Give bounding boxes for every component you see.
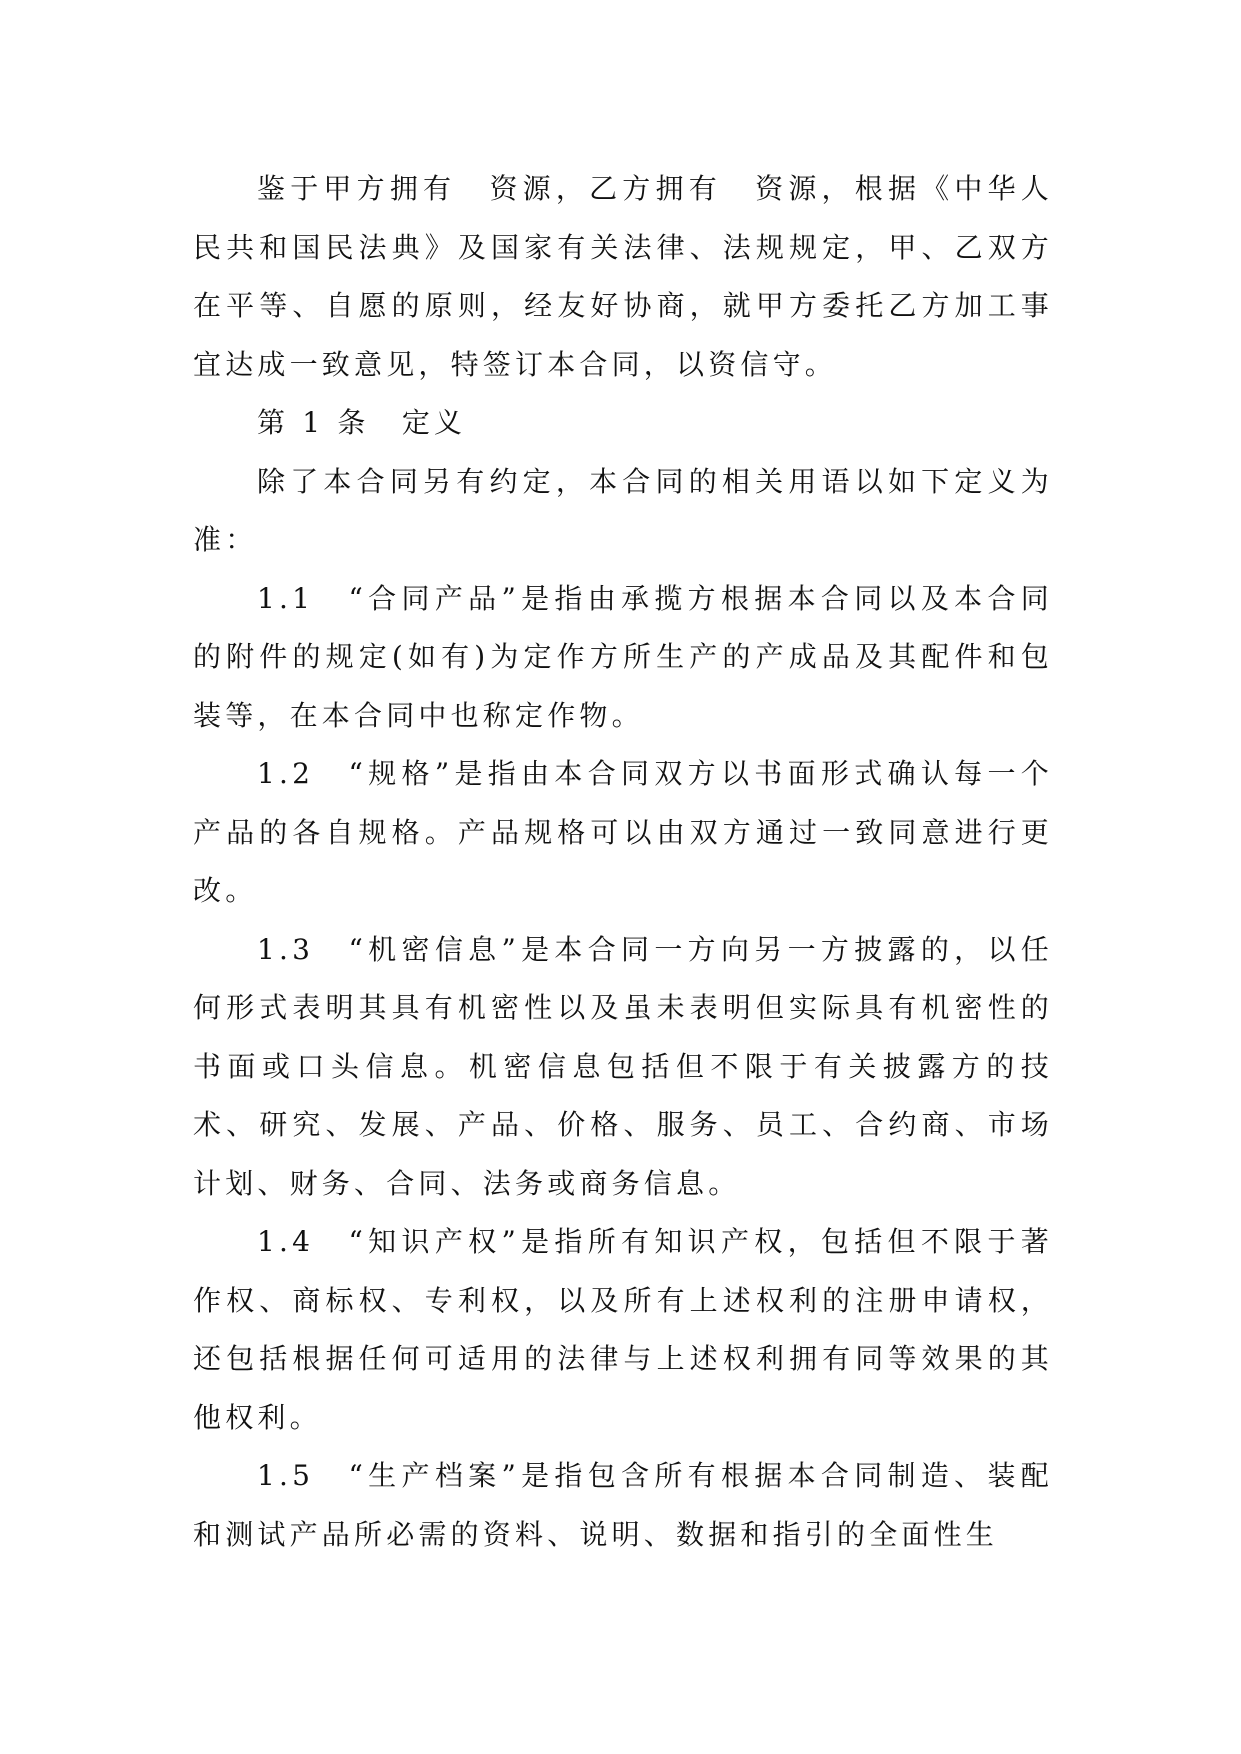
clause-1-1: 1.1 “合同产品”是指由承揽方根据本合同以及本合同的附件的规定(如有)为定作方所生产的产成品及其配件和包装等，在本合同中也称定作物。	[193, 581, 1053, 732]
article-1-heading: 第 1 条 定义	[257, 406, 467, 439]
paragraph-definitions-intro: 除了本合同另有约定，本合同的相关用语以如下定义为准：	[193, 464, 1053, 556]
clause-1-3: 1.3 “机密信息”是本合同一方向另一方披露的，以任何形式表明其具有机密性以及虽未表明但实际具有机密性的书面或口头信息。机密信息包括但不限于有关披露方的技术、研究、发展、产品、价格、服务、员工、合约商、市场计划、财务、合同、法务或商务信息。	[193, 932, 1053, 1200]
document-body	[193, 160, 1053, 1564]
paragraph-preamble: 鉴于甲方拥有 资源，乙方拥有 资源，根据《中华人民共和国民法典》及国家有关法律、法规规定，甲、乙双方在平等、自愿的原则，经友好协商，就甲方委托乙方加工事宜达成一致意见，特签订本合同，以资信守。	[193, 172, 1053, 381]
clause-1-2: 1.2 “规格”是指由本合同双方以书面形式确认每一个产品的各自规格。产品规格可以由双方通过一致同意进行更改。	[193, 757, 1053, 907]
clause-1-4: 1.4 “知识产权”是指所有知识产权，包括但不限于著作权、商标权、专利权，以及所有上述权利的注册申请权，还包括根据任何可适用的法律与上述权利拥有同等效果的其他权利。	[193, 1225, 1053, 1434]
clause-1-5: 1.5 “生产档案”是指包含所有根据本合同制造、装配和测试产品所必需的资料、说明、数据和指引的全面性生	[193, 1459, 1053, 1551]
